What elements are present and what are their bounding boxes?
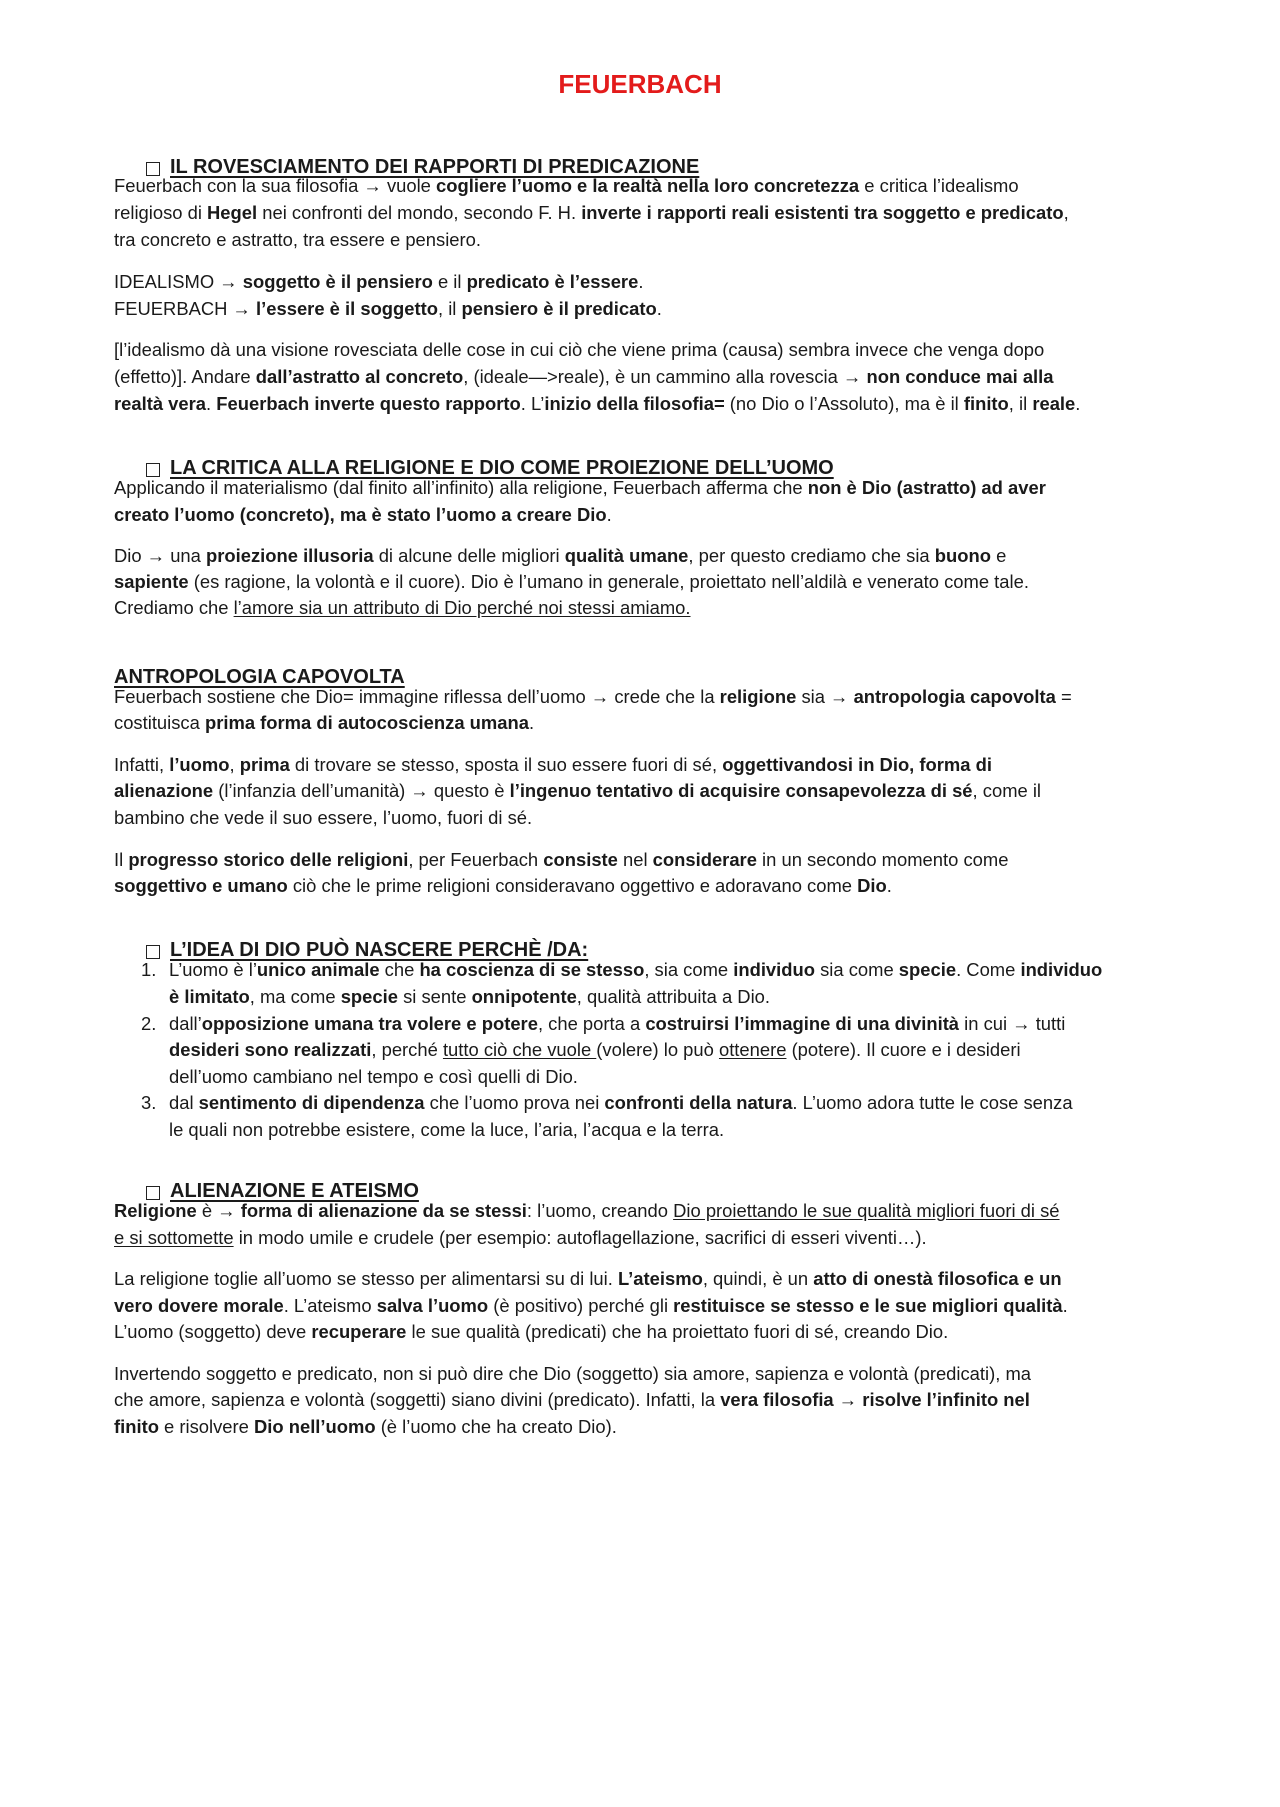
text: bambino che vede il suo essere, l’uomo, fuori di sé. (114, 807, 533, 828)
bold-text: realtà vera (114, 393, 207, 414)
text-line (114, 1294, 1068, 1318)
text: Feuerbach sostiene che Dio= immagine riflessa dell’uomo → crede che la (114, 686, 720, 707)
text: . L’ (520, 393, 545, 414)
text: Applicando il materialismo (dal finito all’infinito) alla religione, Feuerbach afferma che (114, 477, 808, 498)
text: si sente (397, 986, 472, 1007)
text: religioso di (114, 202, 208, 223)
bold-text: alienazione (114, 780, 214, 801)
text: sia → (796, 686, 854, 707)
text: e critica l’idealismo (859, 175, 1019, 196)
text: L’uomo (soggetto) deve (114, 1321, 312, 1342)
text: , il (437, 298, 462, 319)
bold-text: non conduce mai alla (866, 366, 1054, 387)
bold-text: reale (1032, 393, 1076, 414)
text: (potere). Il cuore e i desideri (786, 1039, 1021, 1060)
bold-text: sentimento di dipendenza (198, 1092, 425, 1113)
text: = (1055, 686, 1072, 707)
text: Crediamo che (114, 597, 234, 618)
text: tra concreto e astratto, tra essere e pensiero. (114, 229, 481, 250)
text: (volere) lo può (596, 1039, 719, 1060)
bold-text: dall’astratto al concreto (255, 366, 464, 387)
bold-text: l’uomo (169, 754, 230, 775)
bold-text: restituisce se stesso e le sue migliori qualità (673, 1295, 1063, 1316)
bold-text: sapiente (114, 571, 189, 592)
text: . (638, 271, 644, 292)
text-line (114, 174, 1019, 198)
text-line (114, 711, 534, 735)
text: dal (169, 1092, 199, 1113)
text-line (114, 201, 1069, 225)
bold-text: unico animale (256, 959, 380, 980)
bold-text: cogliere l’uomo e la realtà nella loro concretezza (436, 175, 860, 196)
text: (no Dio o l’Assoluto), ma è il (724, 393, 964, 414)
text: [l’idealismo dà una visione rovesciata delle cose in cui ciò che viene prima (causa) sembra invece che venga dopo (114, 339, 1045, 360)
text: . (656, 298, 662, 319)
text: , perché (371, 1039, 443, 1060)
bold-text: antropologia capovolta (853, 686, 1056, 707)
text: Il (114, 849, 129, 870)
text-line (169, 1038, 1021, 1062)
text: , (ideale—>reale), è un cammino alla rovescia → (463, 366, 867, 387)
underlined-text: ottenere (718, 1039, 787, 1060)
underlined-text: l’amore sia un attributo di Dio perché noi stessi amiamo. (233, 597, 691, 618)
bold-text: l’essere è il soggetto (256, 298, 438, 319)
text: , come il (972, 780, 1042, 801)
text: in cui → tutti (959, 1013, 1066, 1034)
bold-text: inverte i rapporti reali esistenti tra soggetto e predicato (581, 202, 1064, 223)
bold-text: pensiero è il predicato (461, 298, 657, 319)
bold-text: vera filosofia (720, 1389, 834, 1410)
underlined-text: e si sottomette (114, 1227, 234, 1248)
text: , ma come (249, 986, 341, 1007)
bold-text: desideri sono realizzati (169, 1039, 372, 1060)
bold-text: qualità umane (564, 545, 689, 566)
text-line (114, 570, 1029, 594)
text-line (114, 779, 1041, 803)
bold-text: specie (898, 959, 957, 980)
text: La religione toglie all’uomo se stesso per alimentarsi su di lui. (114, 1268, 618, 1289)
text-line (169, 1065, 578, 1089)
bold-text: considerare (652, 849, 757, 870)
text: nei confronti del mondo, secondo F. H. (257, 202, 582, 223)
text: FEUERBACH → (114, 298, 257, 319)
text: (l’infanzia dell’umanità) → questo è (213, 780, 510, 801)
text-line (114, 365, 1054, 389)
text: dell’uomo cambiano nel tempo e così quelli di Dio. (169, 1066, 578, 1087)
text-line (169, 1012, 1065, 1036)
text: (es ragione, la volontà e il cuore). Dio è l’umano in generale, proiettato nell’aldilà e venerato come tale. (188, 571, 1029, 592)
text: , qualità attribuita a Dio. (576, 986, 771, 1007)
bold-text: individuo (733, 959, 815, 980)
text-line (169, 1118, 724, 1142)
text: , che porta a (537, 1013, 646, 1034)
bold-text: ha coscienza di se stesso (419, 959, 645, 980)
text: . (1075, 393, 1081, 414)
bold-text: creato l’uomo (concreto), ma è stato l’uomo a creare Dio (114, 504, 607, 525)
bold-text: finito (114, 1416, 159, 1437)
text-line (114, 392, 1080, 416)
text: che amore, sapienza e volontà (soggetti) siano divini (predicato). Infatti, la (114, 1389, 721, 1410)
bold-text: specie (340, 986, 398, 1007)
section-heading: IL ROVESCIAMENTO DEI RAPPORTI DI PREDICAZIONE (170, 156, 700, 178)
text-line (114, 503, 612, 527)
text: , per Feuerbach (408, 849, 544, 870)
text-line (169, 1091, 1073, 1115)
bold-text: forma di alienazione da se stessi (240, 1200, 527, 1221)
text-line (114, 596, 691, 620)
bold-text: vero dovere morale (114, 1295, 284, 1316)
text: , il (1008, 393, 1033, 414)
text: , (229, 754, 240, 775)
checkbox-icon (146, 463, 160, 477)
bold-text: buono (934, 545, 991, 566)
text: Feuerbach con la sua filosofia → vuole (114, 175, 437, 196)
underlined-text: Dio proiettando le sue qualità migliori fuori di sé (673, 1200, 1060, 1221)
text: . (606, 504, 612, 525)
text: , per questo crediamo che sia (688, 545, 935, 566)
text: di trovare se stesso, sposta il suo essere fuori di sé, (289, 754, 723, 775)
text-line (114, 874, 892, 898)
text-line (169, 958, 1102, 982)
bold-text: inizio della filosofia= (544, 393, 725, 414)
text: in un secondo momento come (756, 849, 1009, 870)
section-heading: L’IDEA DI DIO PUÒ NASCERE PERCHÈ /DA: (170, 939, 589, 961)
text-line (114, 1362, 1031, 1386)
bold-text: Dio (857, 875, 887, 896)
bold-text: Religione (114, 1200, 197, 1221)
text-line (114, 544, 1006, 568)
text: dall’ (169, 1013, 202, 1034)
bold-text: predicato è l’essere (466, 271, 639, 292)
bold-text: progresso storico delle religioni (128, 849, 409, 870)
text-line (114, 297, 662, 321)
text: L’uomo è l’ (169, 959, 257, 980)
bold-text: atto di onestà filosofica e un (813, 1268, 1062, 1289)
bold-text: prima forma di autocoscienza umana (204, 712, 529, 733)
list-number: 3. (141, 1092, 157, 1113)
text: Infatti, (114, 754, 170, 775)
text: che (379, 959, 420, 980)
text: → (833, 1389, 863, 1410)
text-line (114, 338, 1044, 362)
text-line (114, 685, 1072, 709)
page-title: FEUERBACH (558, 69, 722, 99)
list-number: 2. (141, 1013, 157, 1034)
text-line (114, 753, 992, 777)
section-heading: LA CRITICA ALLA RELIGIONE E DIO COME PROIEZIONE DELL’UOMO (170, 457, 834, 479)
bold-text: Dio nell’uomo (254, 1416, 376, 1437)
text: , sia come (644, 959, 734, 980)
text: (è positivo) perché gli (488, 1295, 674, 1316)
bold-text: confronti della natura (604, 1092, 793, 1113)
text: , (1063, 202, 1069, 223)
text-line (114, 1267, 1062, 1291)
underlined-text: tutto ciò che vuole (442, 1039, 597, 1060)
text-line (169, 985, 770, 1009)
text-line (114, 1199, 1060, 1223)
text: di alcune delle migliori (373, 545, 565, 566)
bold-text: onnipotente (471, 986, 577, 1007)
text-line (114, 1415, 617, 1439)
text: nel (617, 849, 653, 870)
bold-text: proiezione illusoria (206, 545, 374, 566)
text: IDEALISMO → (114, 271, 243, 292)
text: . (528, 712, 535, 733)
bold-text: salva l’uomo (376, 1295, 489, 1316)
text: , quindi, è un (702, 1268, 814, 1289)
text: le quali non potrebbe esistere, come la luce, l’aria, l’acqua e la terra. (169, 1119, 725, 1140)
text: Invertendo soggetto e predicato, non si può dire che Dio (soggetto) sia amore, sapienza e volontà (predicati), ma (114, 1363, 1031, 1384)
bold-text: soggetto è il pensiero (242, 271, 433, 292)
bold-text: non è Dio (astratto) ad aver (807, 477, 1046, 498)
text-line (114, 476, 1046, 500)
bold-text: oggettivandosi in Dio, forma di (722, 754, 992, 775)
text: (è l’uomo che ha creato Dio). (375, 1416, 617, 1437)
bold-text: risolve l’infinito nel (862, 1389, 1030, 1410)
checkbox-icon (146, 1186, 160, 1200)
text: e (990, 545, 1007, 566)
section-heading: ANTROPOLOGIA CAPOVOLTA (114, 666, 405, 688)
bold-text: recuperare (311, 1321, 407, 1342)
bold-text: religione (719, 686, 797, 707)
text: sia come (814, 959, 899, 980)
bold-text: soggettivo e umano (114, 875, 288, 896)
text: : l’uomo, creando (526, 1200, 674, 1221)
text: . (206, 393, 217, 414)
bold-text: Hegel (207, 202, 258, 223)
text-line (114, 848, 1008, 872)
text: ciò che le prime religioni consideravano oggettivo e adoravano come (287, 875, 858, 896)
text-line (114, 806, 532, 830)
text-line (114, 1226, 927, 1250)
text: e risolvere (158, 1416, 254, 1437)
text: costituisca (114, 712, 205, 733)
text: . L’uomo adora tutte le cose senza (792, 1092, 1073, 1113)
text: . (886, 875, 892, 896)
text: Dio → una (114, 545, 206, 566)
text-line (114, 270, 643, 294)
text: (effetto)]. Andare (114, 366, 256, 387)
text: è → (196, 1200, 241, 1221)
text: le sue qualità (predicati) che ha proiettato fuori di sé, creando Dio. (406, 1321, 949, 1342)
text: in modo umile e crudele (per esempio: autoflagellazione, sacrifici di esseri viventi…). (233, 1227, 927, 1248)
bold-text: l’ingenuo tentativo di acquisire consapevolezza di sé (509, 780, 973, 801)
bold-text: consiste (543, 849, 618, 870)
text: . L’ateismo (283, 1295, 377, 1316)
bold-text: è limitato (169, 986, 250, 1007)
bold-text: Feuerbach inverte questo rapporto (216, 393, 521, 414)
list-number: 1. (141, 959, 157, 980)
text: . Come (956, 959, 1021, 980)
bold-text: individuo (1020, 959, 1103, 980)
text: . (1062, 1295, 1068, 1316)
bold-text: opposizione umana tra volere e potere (201, 1013, 538, 1034)
section-heading: ALIENAZIONE E ATEISMO (170, 1180, 419, 1202)
bold-text: L’ateismo (617, 1268, 703, 1289)
text: e il (432, 271, 467, 292)
text-line (114, 228, 481, 252)
bold-text: prima (239, 754, 290, 775)
bold-text: costruirsi l’immagine di una divinità (645, 1013, 960, 1034)
text: che l’uomo prova nei (424, 1092, 605, 1113)
bold-text: finito (963, 393, 1009, 414)
text-line (114, 1320, 948, 1344)
text-line (114, 1388, 1030, 1412)
checkbox-icon (146, 945, 160, 959)
